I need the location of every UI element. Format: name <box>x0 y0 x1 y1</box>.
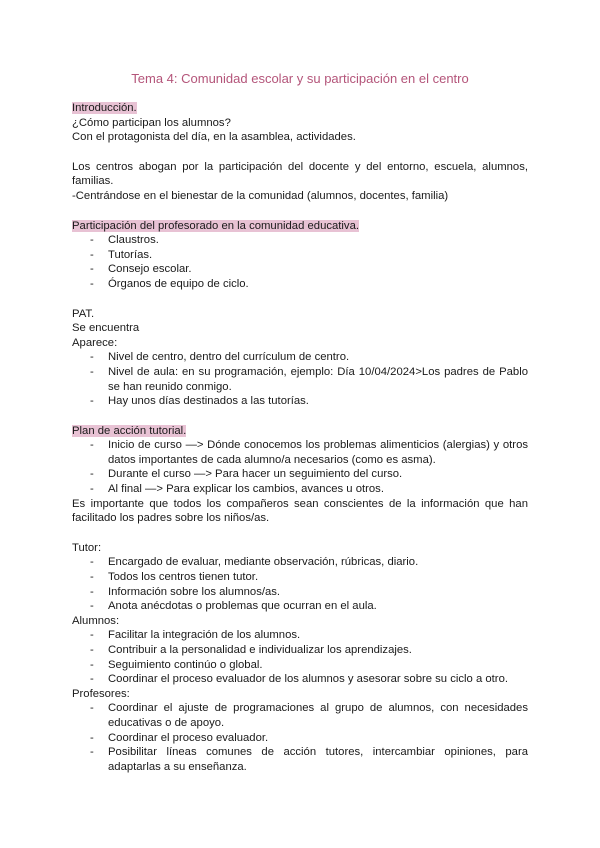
plan-list <box>72 438 528 496</box>
alumnos-list <box>72 628 528 686</box>
profesorado-list <box>72 233 528 291</box>
plan-heading <box>72 424 528 439</box>
list-item: - Consejo escolar. <box>72 262 528 277</box>
list-item: - Anota anécdotas o problemas que ocurran en el aula. <box>72 599 528 614</box>
list-item: - Durante el curso —> Para hacer un seguimiento del curso. <box>72 467 528 482</box>
list-item: - Encargado de evaluar, mediante observación, rúbricas, diario. <box>72 555 528 570</box>
list-item: - Hay unos días destinados a las tutorías. <box>72 394 528 409</box>
list-item: - Coordinar el ajuste de programaciones al grupo de alumnos, con necesidades educativas o de apoyo. <box>72 701 528 730</box>
intro-line: ¿Cómo participan los alumnos? <box>72 116 231 129</box>
pat-list <box>72 350 528 408</box>
pat-line: Se encuentra <box>72 322 140 335</box>
list-item: - Coordinar el proceso evaluador. <box>72 731 528 746</box>
intro-line: Con el protagonista del día, en la asamblea, actividades. <box>72 131 356 144</box>
list-item: - Coordinar el proceso evaluador de los alumnos y asesorar sobre su ciclo a otro. <box>72 672 528 687</box>
list-item: - Tutorías. <box>72 248 528 263</box>
document-body <box>72 101 528 774</box>
intro-heading <box>72 101 528 116</box>
tutor-list <box>72 555 528 613</box>
pat-line: Aparece: <box>72 336 118 349</box>
intro-heading-text: Introducción. <box>72 102 137 114</box>
alumnos-label: Alumnos: <box>72 614 120 627</box>
tutor-label: Tutor: <box>72 541 102 554</box>
list-item: - Todos los centros tienen tutor. <box>72 570 528 585</box>
intro-paragraph: Los centros abogan por la participación del docente y del entorno, escuela, alumnos, familias. <box>72 160 528 188</box>
intro-note: -Centrándose en el bienestar de la comunidad (alumnos, docentes, familia) <box>72 189 449 202</box>
list-item: - Nivel de centro, dentro del currículum de centro. <box>72 350 528 365</box>
list-item: - Inicio de curso —> Dónde conocemos los problemas alimenticios (alergias) y otros datos importantes de cada alumno/a necesarios (como es asma). <box>72 438 528 467</box>
pat-label: PAT. <box>72 307 95 320</box>
profesores-label: Profesores: <box>72 687 130 700</box>
list-item: - Claustros. <box>72 233 528 248</box>
list-item: - Seguimiento continúo o global. <box>72 658 528 673</box>
list-item: - Nivel de aula: en su programación, ejemplo: Día 10/04/2024>Los padres de Pablo se han reunido conmigo. <box>72 365 528 394</box>
list-item: - Órganos de equipo de ciclo. <box>72 277 528 292</box>
profesorado-heading <box>72 219 528 234</box>
list-item: - Al final —> Para explicar los cambios, avances u otros. <box>72 482 528 497</box>
profesorado-heading-text: Participación del profesorado en la comunidad educativa. <box>72 219 359 232</box>
list-item: - Contribuir a la personalidad e individualizar los aprendizajes. <box>72 643 528 658</box>
list-item: - Posibilitar líneas comunes de acción tutores, intercambiar opiniones, para adaptarlas a su enseñanza. <box>72 745 528 774</box>
list-item: - Facilitar la integración de los alumnos. <box>72 628 528 643</box>
profesores-list <box>72 701 528 774</box>
plan-paragraph: Es importante que todos los compañeros sean conscientes de la información que han facilitado los padres sobre los niños/as. <box>72 497 528 525</box>
page-title: Tema 4: Comunidad escolar y su participación en el centro <box>131 71 469 86</box>
plan-heading-text: Plan de acción tutorial. <box>72 424 187 437</box>
list-item: - Información sobre los alumnos/as. <box>72 585 528 600</box>
